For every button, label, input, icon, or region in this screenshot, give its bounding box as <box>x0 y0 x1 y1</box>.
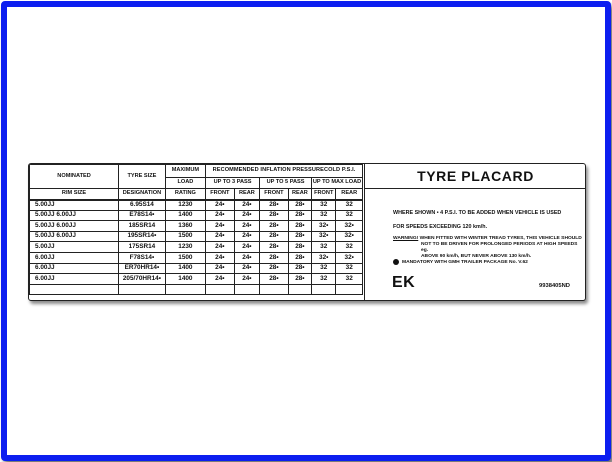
placard-info-panel <box>364 164 586 300</box>
rim-size: 5.00JJ 6.00JJ <box>30 221 119 232</box>
rim-size: 6.00JJ <box>30 252 119 263</box>
front-3-pass: 24• <box>206 210 235 221</box>
load-rating: 1400 <box>165 210 205 221</box>
header-inflation: RECOMMENDED INFLATION PRESSURECOLD P.S.I. <box>206 165 363 178</box>
header-front-3: FRONT <box>206 189 235 200</box>
front-max-load: 32 <box>312 200 336 211</box>
header-load-line3: RATING <box>165 189 205 200</box>
front-5-pass: 28• <box>260 242 289 253</box>
front-5-pass: 28• <box>260 274 289 285</box>
header-group-5-pass: UP TO 5 PASS <box>260 178 312 189</box>
speed-note-line1: WHERE SHOWN • 4 P.S.I. TO BE ADDED WHEN VEHICLE IS USED <box>393 210 562 216</box>
table-row <box>30 263 363 274</box>
front-max-load: 32 <box>312 210 336 221</box>
header-front-max: FRONT <box>312 189 336 200</box>
rear-max-load: 32• <box>336 252 363 263</box>
front-5-pass: 28• <box>260 221 289 232</box>
front-3-pass: 24• <box>206 252 235 263</box>
rim-size: 5.00JJ 6.00JJ <box>30 231 119 242</box>
table-row <box>30 210 363 221</box>
rear-max-load: 32• <box>336 231 363 242</box>
header-rim-line2: RIM SIZE <box>30 189 119 200</box>
title-divider <box>365 188 586 189</box>
rear-3-pass: 24• <box>234 263 259 274</box>
load-rating: 1400 <box>165 274 205 285</box>
header-front-5: FRONT <box>260 189 289 200</box>
rear-max-load: 32 <box>336 274 363 285</box>
rear-5-pass: 28• <box>288 252 311 263</box>
front-max-load: 32• <box>312 221 336 232</box>
load-rating: 1230 <box>165 242 205 253</box>
front-3-pass: 24• <box>206 231 235 242</box>
load-rating: 1360 <box>165 221 205 232</box>
rim-size: 5.00JJ <box>30 200 119 211</box>
front-3-pass: 24• <box>206 221 235 232</box>
front-3-pass: 24• <box>206 242 235 253</box>
front-3-pass: 24• <box>206 274 235 285</box>
rim-size: 5.00JJ <box>30 242 119 253</box>
table-row <box>30 252 363 263</box>
load-rating: 1230 <box>165 200 205 211</box>
warning-line2: NOT TO BE DRIVEN FOR PROLONGED PERIODS AT HIGH SPEEDS eg. <box>421 242 578 254</box>
load-rating: 1500 <box>165 231 205 242</box>
table-row <box>30 231 363 242</box>
header-rear-5: REAR <box>288 189 311 200</box>
rear-3-pass: 24• <box>234 231 259 242</box>
header-tyre-line1: TYRE SIZE <box>119 165 166 189</box>
speed-note-line2: FOR SPEEDS EXCEEDING 120 km/h. <box>393 224 488 230</box>
table-row <box>30 200 363 211</box>
bullet-icon <box>393 259 399 265</box>
rim-size: 6.00JJ <box>30 263 119 274</box>
rim-size: 6.00JJ <box>30 274 119 285</box>
rear-3-pass: 24• <box>234 210 259 221</box>
rear-3-pass: 24• <box>234 242 259 253</box>
placard-title: TYRE PLACARD <box>417 168 534 184</box>
rear-3-pass: 24• <box>234 200 259 211</box>
warning-note <box>393 236 583 261</box>
table-row <box>30 274 363 285</box>
front-max-load: 32• <box>312 231 336 242</box>
front-3-pass: 24• <box>206 200 235 211</box>
rear-max-load: 32 <box>336 263 363 274</box>
header-tyre-line2: DESIGNATION <box>119 189 166 200</box>
front-max-load: 32• <box>312 252 336 263</box>
load-rating: 1500 <box>165 252 205 263</box>
tyre-size: E78S14• <box>119 210 166 221</box>
front-5-pass: 28• <box>260 231 289 242</box>
table-row <box>30 221 363 232</box>
header-load-line1: MAXIMUM <box>165 165 205 178</box>
rear-5-pass: 28• <box>288 242 311 253</box>
rear-5-pass: 28• <box>288 274 311 285</box>
tyre-size: 175SR14 <box>119 242 166 253</box>
warning-label: WARNING! <box>393 236 419 241</box>
rear-5-pass: 28• <box>288 210 311 221</box>
rear-max-load: 32• <box>336 221 363 232</box>
tyre-size: F78S14• <box>119 252 166 263</box>
header-group-3-pass: UP TO 3 PASS <box>206 178 260 189</box>
rim-size: 5.00JJ 6.00JJ <box>30 210 119 221</box>
rear-5-pass: 28• <box>288 200 311 211</box>
front-max-load: 32 <box>312 242 336 253</box>
front-3-pass: 24• <box>206 263 235 274</box>
header-rear-3: REAR <box>234 189 259 200</box>
front-5-pass: 28• <box>260 200 289 211</box>
front-max-load: 32 <box>312 274 336 285</box>
rear-max-load: 32 <box>336 210 363 221</box>
header-rear-max: REAR <box>336 189 363 200</box>
tyre-size: ER70HR14• <box>119 263 166 274</box>
front-5-pass: 28• <box>260 252 289 263</box>
front-5-pass: 28• <box>260 263 289 274</box>
table-row <box>30 242 363 253</box>
warning-line1: WHEN FITTED WITH WINTER TREAD TYRES, THIS VEHICLE SHOULD <box>419 236 582 241</box>
tyre-size: 195SR14• <box>119 231 166 242</box>
front-max-load: 32 <box>312 263 336 274</box>
front-5-pass: 28• <box>260 210 289 221</box>
table-row-empty <box>30 284 363 295</box>
part-number: 9938405ND <box>539 283 570 289</box>
header-load-line2: LOAD <box>165 178 205 189</box>
model-code: EK <box>392 274 416 291</box>
tyre-placard <box>28 163 586 301</box>
rear-max-load: 32 <box>336 242 363 253</box>
rear-3-pass: 24• <box>234 252 259 263</box>
rear-5-pass: 28• <box>288 263 311 274</box>
rear-3-pass: 24• <box>234 221 259 232</box>
rear-max-load: 32 <box>336 200 363 211</box>
rear-5-pass: 28• <box>288 231 311 242</box>
tyre-size: 205/70HR14• <box>119 274 166 285</box>
tyre-size: 185SR14 <box>119 221 166 232</box>
tyre-pressure-table <box>29 164 363 295</box>
header-group-max-load: UP TO MAX LOAD <box>312 178 363 189</box>
load-rating: 1400 <box>165 263 205 274</box>
header-rim-line1: NOMINATED <box>30 165 119 189</box>
tyre-size: 6.95S14 <box>119 200 166 211</box>
mandatory-note: MANDATORY WITH GMH TRAILER PACKAGE No. V.62 <box>402 260 528 265</box>
warning-line3: ABOVE 90 km/h, BUT NEVER ABOVE 130 km/h. <box>421 254 532 260</box>
rear-3-pass: 24• <box>234 274 259 285</box>
rear-5-pass: 28• <box>288 221 311 232</box>
